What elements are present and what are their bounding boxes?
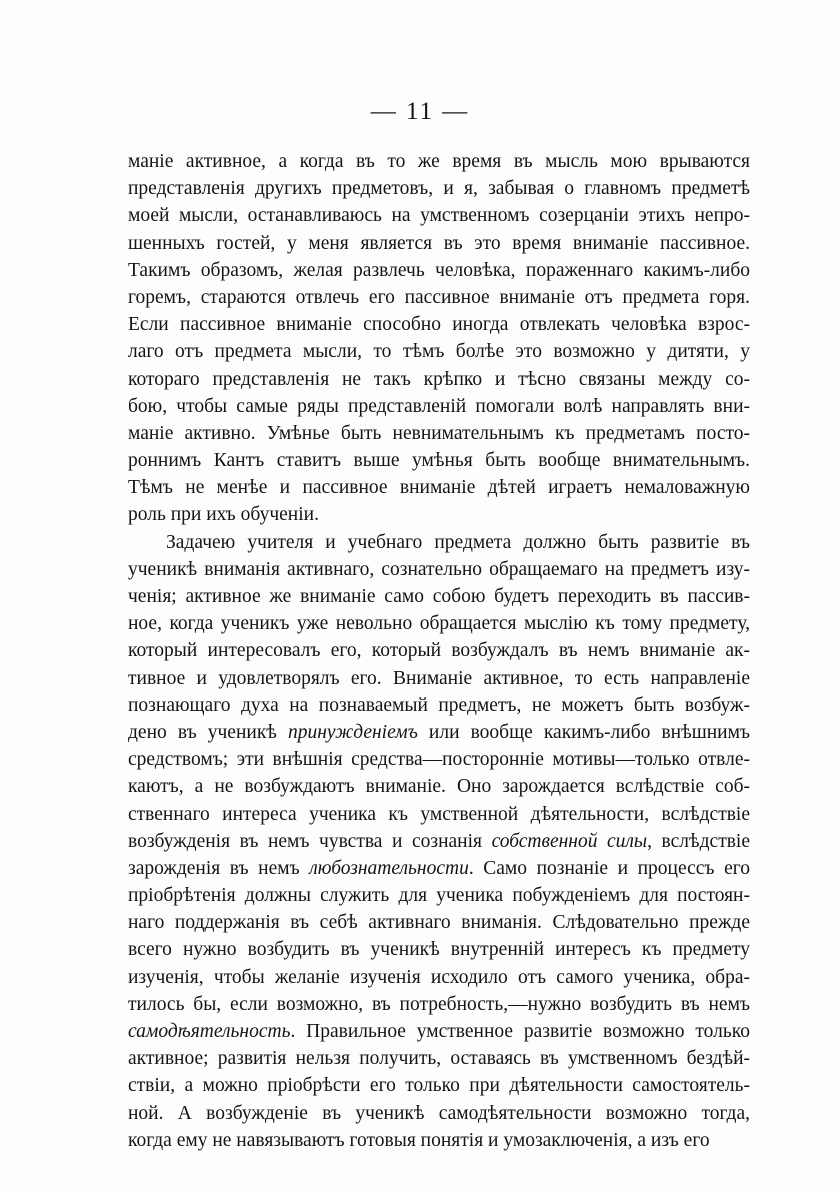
italic-phrase: собственной силы	[491, 830, 648, 852]
text-line	[128, 474, 750, 501]
text-line	[128, 1045, 750, 1072]
text-segment: Такимъ образомъ, желая развлечь человѣка, пораженнаго какимъ-либо	[128, 259, 750, 281]
italic-phrase: любознательности	[309, 857, 469, 879]
text-segment: средствомъ; эти внѣшнія средства—посторонніе мотивы—только отвле-	[128, 749, 750, 771]
text-line	[128, 230, 750, 257]
text-segment: роль при ихъ обученіи.	[128, 504, 319, 526]
text-line	[128, 828, 750, 855]
text-segment: маніе активное, а когда въ то же время въ мысль мою врываются	[128, 151, 750, 172]
text-line	[128, 773, 750, 800]
text-segment: познающаго духа на познаваемый предметъ, не можетъ быть возбуж-	[128, 694, 750, 716]
text-segment: ученикѣ вниманія активнаго, сознательно обращаемаго на предметъ изу-	[128, 558, 750, 580]
text-segment: зарожденія въ немъ	[128, 857, 310, 879]
text-segment: маніе активно. Умѣнье быть невнимательнымъ къ предметамъ посто-	[128, 422, 750, 444]
text-segment: пріобрѣтенія должны служить для ученика побужденіемъ для постоян-	[128, 885, 750, 907]
italic-phrase: принужденіемъ	[288, 721, 418, 743]
text-segment: или вообще какимъ-либо внѣшнимъ	[417, 721, 751, 743]
text-line	[128, 420, 750, 447]
text-segment: изученія, чтобы желаніе изученія исходило отъ самого ученика, обра-	[128, 966, 750, 988]
text-line	[128, 909, 750, 936]
text-segment: , вслѣдствіе	[647, 830, 751, 852]
page-number: — 11 —	[370, 98, 470, 125]
text-segment: бою, чтобы самые ряды представленій помогали волѣ направлять вни-	[128, 395, 750, 417]
text-line	[128, 746, 750, 773]
text-line	[128, 1018, 750, 1045]
text-line	[128, 175, 750, 202]
text-line	[128, 338, 750, 365]
text-line	[128, 665, 750, 692]
text-line	[128, 284, 750, 311]
text-segment: Если пассивное вниманіе способно иногда отвлекать человѣка взрос-	[128, 314, 750, 336]
text-line	[128, 610, 750, 637]
text-segment: активное; развитія нельзя получить, оставаясь въ умственномъ бездѣй-	[128, 1048, 750, 1070]
text-line	[128, 311, 750, 338]
text-segment: Тѣмъ не менѣе и пассивное вниманіе дѣтей играетъ немаловажную	[128, 477, 750, 499]
text-line	[128, 1072, 750, 1099]
text-segment: горемъ, стараются отвлечь его пассивное вниманіе отъ предмета горя.	[128, 286, 750, 308]
text-line	[128, 393, 750, 420]
text-segment: представленія другихъ предметовъ, и я, забывая о главномъ предметѣ	[128, 178, 750, 200]
text-segment: возбужденія въ немъ чувства и сознанія	[128, 830, 492, 852]
text-segment: Задачею учителя и учебнаго предмета должно быть развитіе въ	[166, 531, 750, 553]
text-line	[128, 583, 750, 610]
text-segment: ной. А возбужденіе въ ученикѣ самодѣятельности возможно тогда,	[128, 1102, 750, 1124]
text-segment: который интересовалъ его, который возбуждалъ въ немъ вниманіе ак-	[128, 640, 750, 662]
text-segment: . Правильное умственное развитіе возможно только	[290, 1021, 750, 1042]
text-segment: тилось бы, если возможно, въ потребность,—нужно возбудить въ немъ	[128, 993, 750, 1015]
text-line	[128, 719, 750, 746]
text-line	[128, 637, 750, 664]
text-segment: шенныхъ гостей, у меня является въ это время вниманіе пассивное.	[128, 232, 750, 254]
body-text	[128, 148, 750, 1154]
text-segment: моей мысли, останавливаюсь на умственномъ созерцаніи этихъ непро-	[128, 205, 750, 227]
text-segment: всего нужно возбудить въ ученикѣ внутренній интересъ къ предмету	[128, 939, 750, 961]
text-line	[128, 882, 750, 909]
text-line	[128, 529, 750, 556]
text-segment: ственнаго интереса ученика къ умственной дѣятельности, вслѣдствіе	[128, 803, 750, 825]
text-line	[128, 936, 750, 963]
text-line	[128, 855, 750, 882]
text-line	[128, 556, 750, 583]
text-segment: дено въ ученикѣ	[128, 721, 288, 743]
text-segment: тивное и удовлетворялъ его. Вниманіе активное, то есть направленіе	[128, 667, 750, 689]
text-line	[128, 148, 750, 175]
text-segment: котораго представленія не такъ крѣпко и тѣсно связаны между со-	[128, 368, 750, 390]
text-segment: каютъ, а не возбуждаютъ вниманіе. Оно зарождается вслѣдствіе соб-	[128, 776, 750, 798]
text-line	[128, 1100, 750, 1127]
text-line	[128, 964, 750, 991]
text-segment: лаго отъ предмета мысли, то тѣмъ болѣе это возможно у дитяти, у	[128, 341, 750, 363]
text-line	[128, 991, 750, 1018]
text-segment: . Само познаніе и процессъ его	[468, 857, 750, 879]
text-line	[128, 801, 750, 828]
text-segment: наго поддержанія въ себѣ активнаго вниманія. Слѣдовательно прежде	[128, 912, 750, 934]
text-line	[128, 692, 750, 719]
text-line	[128, 447, 750, 474]
text-line	[128, 366, 750, 393]
text-segment: ствіи, а можно пріобрѣсти его только при дѣятельности самостоятель-	[128, 1075, 750, 1097]
text-line	[128, 501, 750, 528]
text-segment: когда ему не навязываютъ готовыя понятія и умозаключенія, а изъ его	[128, 1129, 710, 1151]
text-segment: роннимъ Кантъ ставитъ выше умѣнья быть вообще внимательнымъ.	[128, 450, 750, 472]
text-line	[128, 202, 750, 229]
text-line	[128, 1127, 750, 1154]
italic-phrase: самодѣятельность	[128, 1021, 291, 1042]
text-segment: ченія; активное же вниманіе само собою будетъ переходить въ пассив-	[128, 586, 750, 607]
text-segment: ное, когда ученикъ уже невольно обращается мыслію къ тому предмету,	[128, 613, 750, 635]
text-line	[128, 257, 750, 284]
